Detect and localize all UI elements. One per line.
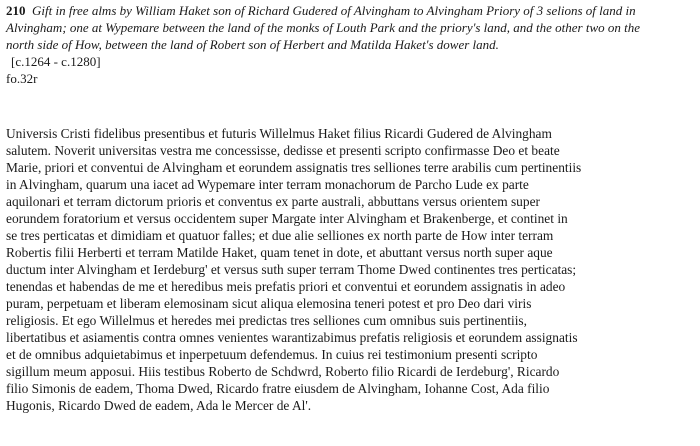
charter-line: sigillum meum apposui. Hiis testibus Roberto de Schdwrd, Roberto filio Ricardi de Ierdeburg', Ricardo	[6, 364, 560, 379]
charter-line: in Alvingham, quarum una iacet ad Wypemare inter terram monachorum de Parcho Lude ex parte	[6, 177, 529, 192]
charter-line: et de omnibus adquietabimus et inperpetuum defendemus. In cuius rei testimonium presenti scripto	[6, 347, 538, 362]
entry-summary-line-2: Alvingham; one at Wypemare between the land of the monks of Louth Park and the priory's land, and the other two on the	[6, 20, 641, 35]
entry-date: [c.1264 - c.1280]	[11, 54, 101, 69]
charter-line: religiosis. Et ego Willelmus et heredes mei predictas tres selliones cum omnibus suis pertinentiis,	[6, 313, 527, 328]
entry-summary-text: Gift in free alms by William Haket son of Richard Gudered of Alvingham to Alvingham Priory of 3 selions of land in	[32, 3, 636, 18]
charter-line: se tres perticatas et dimidiam et quatuor falles; et due alie selliones ex north parte de How inter terram	[6, 228, 554, 243]
charter-line: Robertis filii Herberti et terram Matilde Haket, quam tenet in dote, et abuttant versus north super aque	[6, 245, 553, 260]
charter-line: aquilonari et terram dictorum prioris et conventus ex parte australi, abbuttans versus orientem super	[6, 194, 540, 209]
charter-line: Hugonis, Ricardo Dwed de eadem, Ada le Mercer de Al'.	[6, 398, 312, 413]
entry-summary-line-3: north side of How, between the land of Robert son of Herbert and Matilda Haket's dower land.	[6, 37, 499, 52]
entry-number: 210	[6, 3, 26, 18]
charter-line: libertatibus et asiamentis contra omnes venientes warantizabimus prefatis religiosis et eorundem assignatis	[6, 330, 578, 345]
folio-reference: fo.32r	[6, 71, 38, 86]
entry-summary-line-1	[6, 2, 696, 19]
charter-line: puram, perpetuam et liberam elemosinam sicut aliqua elemosina teneri potest et pro Deo dari viris	[6, 296, 532, 311]
document-page	[6, 2, 696, 87]
charter-line: Marie, priori et conventui de Alvingham et eorundem assignatis tres selliones terre arabilis cum pertinentiis	[6, 160, 582, 175]
charter-line: Universis Cristi fidelibus presentibus et futuris Willelmus Haket filius Ricardi Gudered de Alvingham	[6, 126, 552, 141]
charter-line: eorundem foratorium et versus occidentem super Margate inter Alvingham et Brakenberge, et continet in	[6, 211, 568, 226]
charter-line: salutem. Noverit universitas vestra me concessisse, dedisse et presenti scripto confirmasse Deo et beate	[6, 143, 560, 158]
charter-line: ductum inter Alvingham et Ierdeburg' et versus suth super terram Thome Dwed continentes tres perticatas;	[6, 262, 577, 277]
charter-text	[6, 125, 696, 414]
charter-line: tenendas et habendas de me et heredibus meis prefatis priori et conventui et eorundem assignatis in adeo	[6, 279, 566, 294]
charter-line: filio Simonis de eadem, Thoma Dwed, Ricardo fratre eiusdem de Alvingham, Iohanne Cost, Ada filio	[6, 381, 550, 396]
